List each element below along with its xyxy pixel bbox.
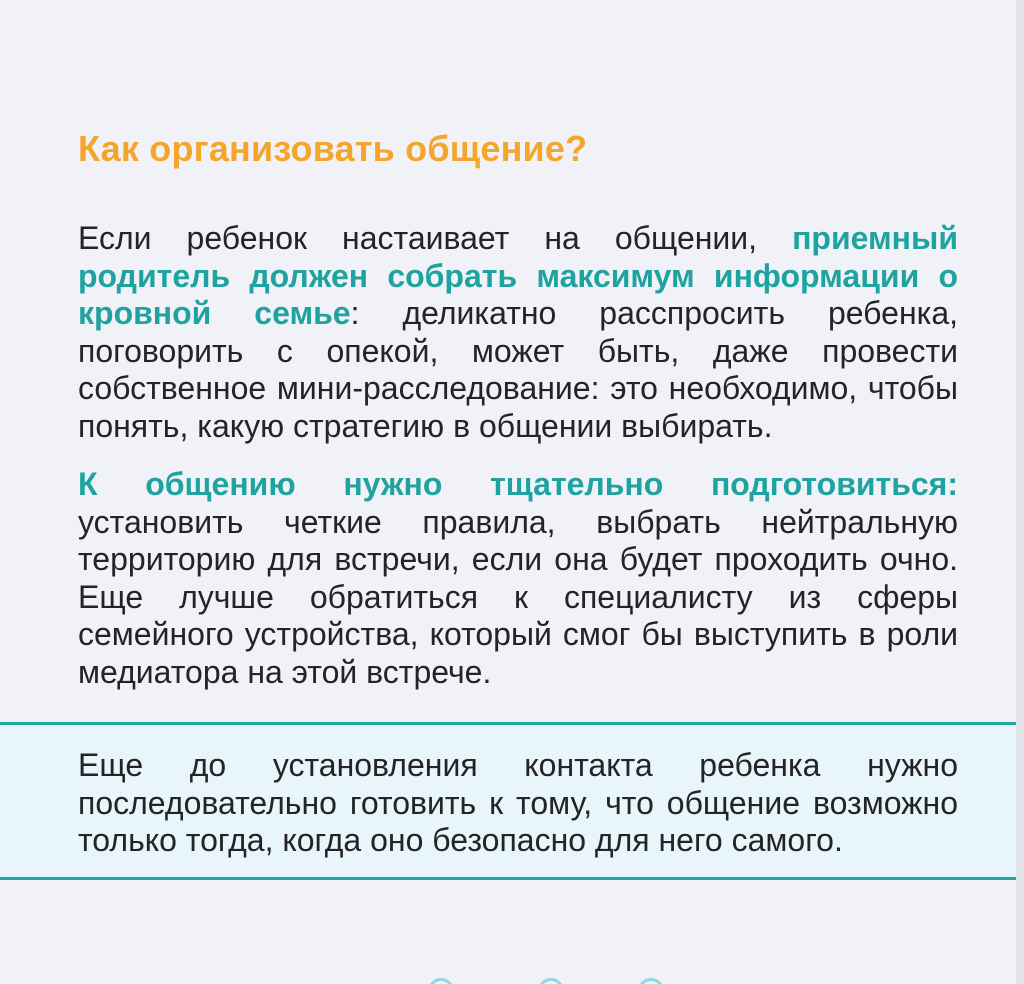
decorative-circle	[428, 978, 454, 984]
decorative-circle	[538, 978, 564, 984]
page-edge	[1016, 0, 1024, 984]
paragraph-preparation-details: установить четкие правила, выбрать нейтральную территорию для встречи, если она будет проходить очно. Еще лучше обратиться к специалисту из сферы семейного устройства, который смог бы выступить в роли медиатора на этой встрече.	[78, 503, 958, 690]
highlight-collect-information: приемный родитель должен собрать максимум информации о кровной семье	[78, 220, 958, 331]
paragraph-intro: Если ребенок настаивает на общении,	[78, 220, 793, 256]
callout-text: Еще до установления контакта ребенка нужно последовательно готовить к тому, что общение возможно только тогда, когда оно безопасно для него самого.	[78, 747, 958, 858]
callout-box	[0, 722, 1016, 880]
section-heading: Как организовать общение?	[78, 128, 588, 169]
paragraph-communication-request	[78, 220, 958, 445]
decorative-circles	[420, 972, 700, 984]
highlight-prepare-carefully: К общению нужно тщательно подготовиться:	[78, 466, 958, 502]
decorative-circle	[638, 978, 664, 984]
paragraph-preparation	[78, 466, 958, 691]
paragraph-details: : деликатно расспросить ребенка, поговорить с опекой, может быть, даже провести собственное мини-расследование: это необходимо, чтобы понять, какую стратегию в общении выбирать.	[78, 295, 958, 444]
